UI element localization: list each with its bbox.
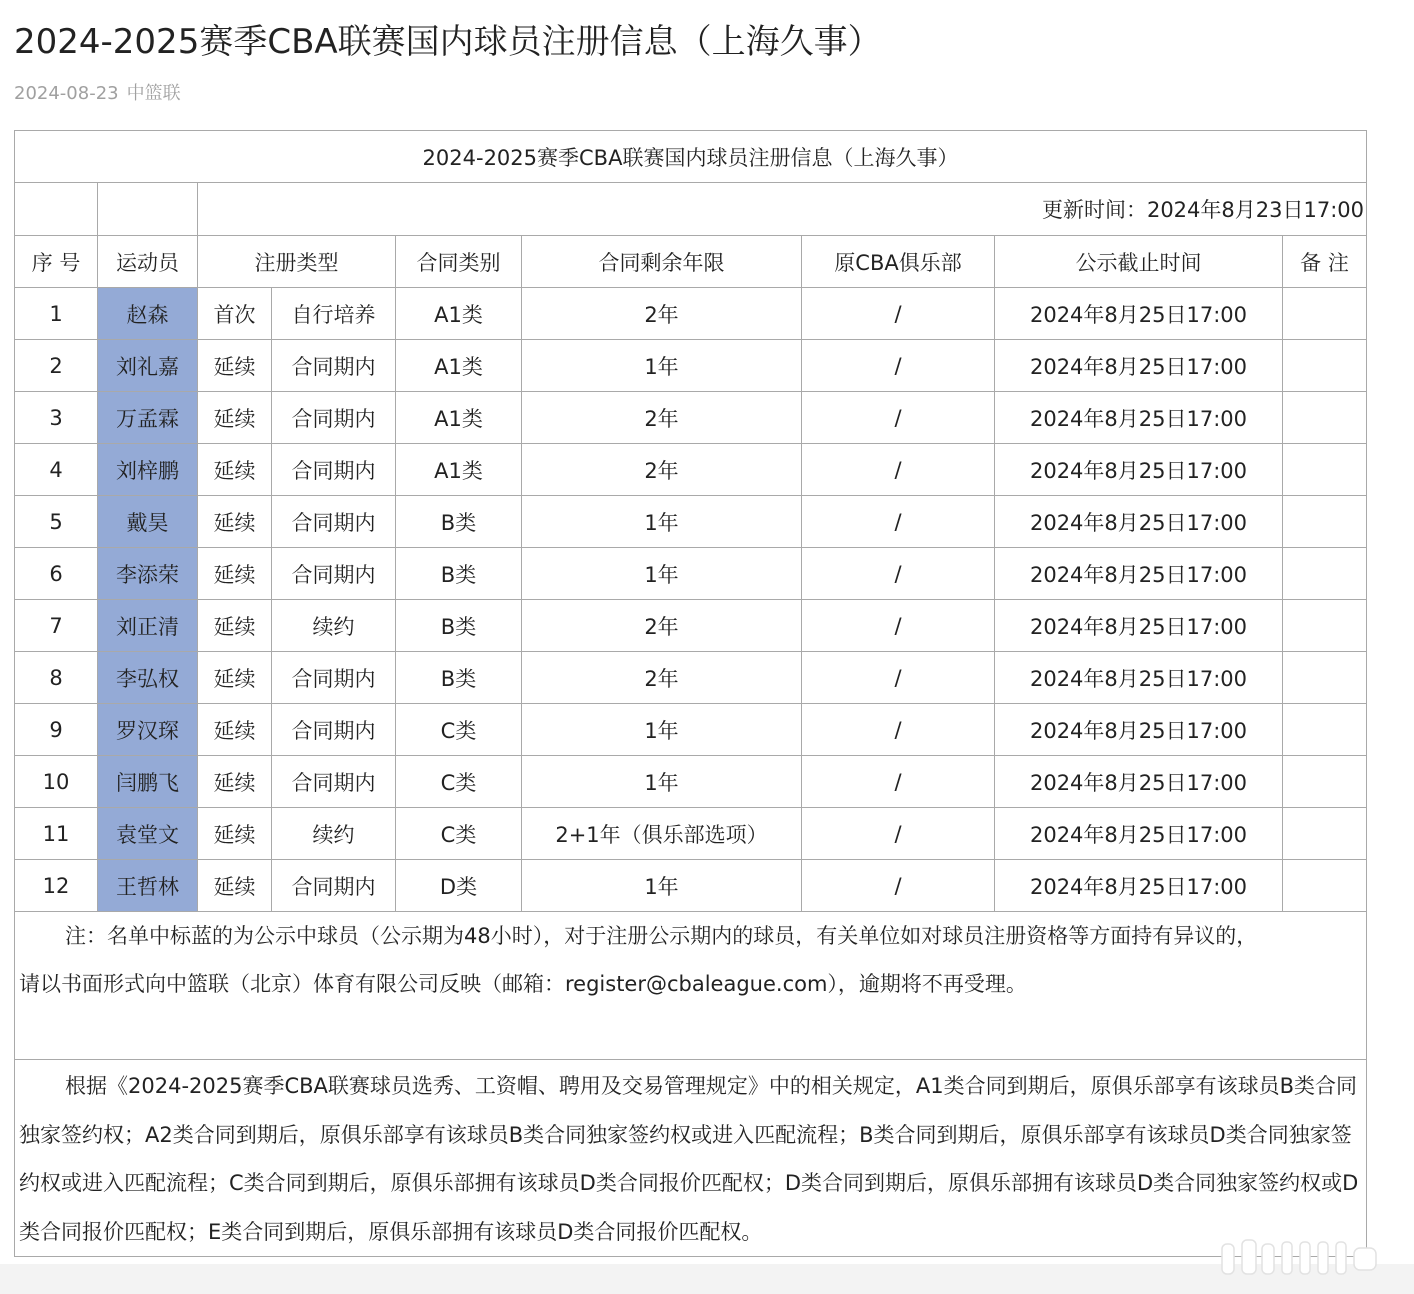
cell-contract-type: B类 — [396, 548, 522, 600]
cell-player: 王哲林 — [98, 860, 198, 912]
cell-deadline: 2024年8月25日17:00 — [995, 548, 1283, 600]
update-row — [15, 183, 1367, 236]
cell-deadline: 2024年8月25日17:00 — [995, 756, 1283, 808]
header-years-left: 合同剩余年限 — [522, 236, 802, 288]
cell-deadline: 2024年8月25日17:00 — [995, 600, 1283, 652]
cell-former-club: / — [802, 652, 995, 704]
cell-contract-type: B类 — [396, 600, 522, 652]
table-row — [15, 652, 1367, 704]
cell-remark — [1283, 860, 1367, 912]
cell-player: 罗汉琛 — [98, 704, 198, 756]
cell-reg-type: 延续 — [198, 600, 272, 652]
cell-index: 5 — [15, 496, 98, 548]
table-row — [15, 600, 1367, 652]
cell-reg-type: 首次 — [198, 288, 272, 340]
cell-reg-subtype: 续约 — [272, 808, 396, 860]
cell-contract-type: B类 — [396, 652, 522, 704]
table-row — [15, 808, 1367, 860]
cell-remark — [1283, 340, 1367, 392]
cell-reg-subtype: 合同期内 — [272, 444, 396, 496]
cell-index: 8 — [15, 652, 98, 704]
header-former-club: 原CBA俱乐部 — [802, 236, 995, 288]
cell-deadline: 2024年8月25日17:00 — [995, 704, 1283, 756]
cell-index: 6 — [15, 548, 98, 600]
empty-cell — [98, 183, 198, 236]
cell-reg-subtype: 合同期内 — [272, 704, 396, 756]
cell-contract-type: C类 — [396, 808, 522, 860]
cell-reg-subtype: 自行培养 — [272, 288, 396, 340]
cell-former-club: / — [802, 548, 995, 600]
header-index: 序 号 — [15, 236, 98, 288]
cell-remark — [1283, 756, 1367, 808]
cell-remark — [1283, 548, 1367, 600]
cell-index: 4 — [15, 444, 98, 496]
header-contract-type: 合同类别 — [396, 236, 522, 288]
table-row — [15, 860, 1367, 912]
cell-years-left: 2+1年（俱乐部选项） — [522, 808, 802, 860]
table-title-row — [15, 131, 1367, 183]
cell-reg-type: 延续 — [198, 392, 272, 444]
cell-index: 2 — [15, 340, 98, 392]
cell-contract-type: C类 — [396, 756, 522, 808]
cell-reg-type: 延续 — [198, 444, 272, 496]
header-deadline: 公示截止时间 — [995, 236, 1283, 288]
cell-former-club: / — [802, 704, 995, 756]
publish-date: 2024-08-23 — [14, 83, 119, 104]
cell-index: 11 — [15, 808, 98, 860]
header-reg-type: 注册类型 — [198, 236, 396, 288]
cell-years-left: 2年 — [522, 392, 802, 444]
cell-years-left: 2年 — [522, 600, 802, 652]
cell-years-left: 2年 — [522, 288, 802, 340]
cell-former-club: / — [802, 444, 995, 496]
cell-reg-subtype: 合同期内 — [272, 652, 396, 704]
cell-reg-type: 延续 — [198, 548, 272, 600]
cell-reg-subtype: 续约 — [272, 600, 396, 652]
cell-years-left: 1年 — [522, 548, 802, 600]
cell-reg-type: 延续 — [198, 808, 272, 860]
page-title: 2024-2025赛季CBA联赛国内球员注册信息（上海久事） — [14, 22, 882, 62]
note-line-2: 请以书面形式向中篮联（北京）体育有限公司反映（邮箱：register@cbaleague.com），逾期将不再受理。 — [19, 972, 1027, 996]
table-row — [15, 756, 1367, 808]
cell-contract-type: C类 — [396, 704, 522, 756]
cell-reg-subtype: 合同期内 — [272, 340, 396, 392]
cell-player: 赵森 — [98, 288, 198, 340]
cell-player: 李添荣 — [98, 548, 198, 600]
cell-contract-type: A1类 — [396, 444, 522, 496]
cell-former-club: / — [802, 288, 995, 340]
cell-years-left: 1年 — [522, 340, 802, 392]
cell-player: 李弘权 — [98, 652, 198, 704]
table-row — [15, 288, 1367, 340]
cell-deadline: 2024年8月25日17:00 — [995, 808, 1283, 860]
cell-reg-subtype: 合同期内 — [272, 548, 396, 600]
cell-deadline: 2024年8月25日17:00 — [995, 652, 1283, 704]
cell-contract-type: A1类 — [396, 340, 522, 392]
cell-deadline: 2024年8月25日17:00 — [995, 860, 1283, 912]
cell-index: 1 — [15, 288, 98, 340]
cell-years-left: 1年 — [522, 860, 802, 912]
rules-text: 根据《2024-2025赛季CBA联赛球员选秀、工资帽、聘用及交易管理规定》中的相关规定，A1类合同到期后，原俱乐部享有该球员B类合同独家签约权；A2类合同到期后，原俱乐部享有该球员B类合同独家签约权或进入匹配流程；B类合同到期后，原俱乐部享有该球员D类合同独家签约权或进入匹配流程；C类合同到期后，原俱乐部拥有该球员D类合同报价匹配权；D类合同到期后，原俱乐部拥有该球员D类合同独家签约权或D类合同报价匹配权；E类合同到期后，原俱乐部拥有该球员D类合同报价匹配权。 — [19, 1074, 1359, 1244]
cell-reg-type: 延续 — [198, 704, 272, 756]
rules-row — [15, 1060, 1367, 1257]
cell-deadline: 2024年8月25日17:00 — [995, 496, 1283, 548]
empty-cell — [15, 183, 98, 236]
table-row — [15, 496, 1367, 548]
cell-remark — [1283, 652, 1367, 704]
cell-reg-subtype: 合同期内 — [272, 860, 396, 912]
cell-years-left: 1年 — [522, 704, 802, 756]
cell-player: 刘梓鹏 — [98, 444, 198, 496]
table-title: 2024-2025赛季CBA联赛国内球员注册信息（上海久事） — [15, 131, 1367, 183]
cell-index: 7 — [15, 600, 98, 652]
header-remark: 备 注 — [1283, 236, 1367, 288]
cell-contract-type: B类 — [396, 496, 522, 548]
cell-years-left: 1年 — [522, 496, 802, 548]
cell-player: 刘礼嘉 — [98, 340, 198, 392]
cell-remark — [1283, 808, 1367, 860]
cell-reg-subtype: 合同期内 — [272, 392, 396, 444]
cell-remark — [1283, 444, 1367, 496]
cell-reg-subtype: 合同期内 — [272, 496, 396, 548]
note-row — [15, 912, 1367, 1060]
cell-former-club: / — [802, 756, 995, 808]
watermark-icon — [1198, 1238, 1398, 1280]
cell-player: 闫鹏飞 — [98, 756, 198, 808]
cell-reg-type: 延续 — [198, 652, 272, 704]
cell-contract-type: A1类 — [396, 392, 522, 444]
cell-former-club: / — [802, 808, 995, 860]
source-link[interactable]: 中篮联 — [126, 83, 181, 104]
cell-former-club: / — [802, 496, 995, 548]
cell-index: 9 — [15, 704, 98, 756]
table-row — [15, 392, 1367, 444]
cell-deadline: 2024年8月25日17:00 — [995, 288, 1283, 340]
cell-remark — [1283, 600, 1367, 652]
cell-index: 12 — [15, 860, 98, 912]
header-player: 运动员 — [98, 236, 198, 288]
cell-player: 刘正清 — [98, 600, 198, 652]
cell-remark — [1283, 704, 1367, 756]
cell-player: 袁堂文 — [98, 808, 198, 860]
cell-deadline: 2024年8月25日17:00 — [995, 392, 1283, 444]
table-row — [15, 704, 1367, 756]
table-row — [15, 340, 1367, 392]
cell-contract-type: A1类 — [396, 288, 522, 340]
cell-player: 万孟霖 — [98, 392, 198, 444]
cell-deadline: 2024年8月25日17:00 — [995, 340, 1283, 392]
registration-table — [14, 130, 1367, 1257]
cell-former-club: / — [802, 860, 995, 912]
cell-former-club: / — [802, 392, 995, 444]
cell-years-left: 2年 — [522, 652, 802, 704]
cell-player: 戴昊 — [98, 496, 198, 548]
table-row — [15, 444, 1367, 496]
article-meta — [14, 79, 181, 105]
note-line-1: 注：名单中标蓝的为公示中球员（公示期为48小时），对于注册公示期内的球员，有关单位如对球员注册资格等方面持有异议的， — [65, 924, 1258, 948]
cell-reg-subtype: 合同期内 — [272, 756, 396, 808]
cell-remark — [1283, 392, 1367, 444]
update-time: 更新时间：2024年8月23日17:00 — [198, 183, 1367, 236]
cell-reg-type: 延续 — [198, 756, 272, 808]
table-row — [15, 548, 1367, 600]
cell-years-left: 2年 — [522, 444, 802, 496]
cell-deadline: 2024年8月25日17:00 — [995, 444, 1283, 496]
cell-reg-type: 延续 — [198, 340, 272, 392]
header-row — [15, 236, 1367, 288]
cell-remark — [1283, 288, 1367, 340]
rules-cell — [15, 1060, 1367, 1257]
note-cell — [15, 912, 1367, 1060]
cell-remark — [1283, 496, 1367, 548]
cell-contract-type: D类 — [396, 860, 522, 912]
cell-index: 10 — [15, 756, 98, 808]
cell-reg-type: 延续 — [198, 496, 272, 548]
cell-index: 3 — [15, 392, 98, 444]
cell-former-club: / — [802, 600, 995, 652]
cell-former-club: / — [802, 340, 995, 392]
cell-years-left: 1年 — [522, 756, 802, 808]
cell-reg-type: 延续 — [198, 860, 272, 912]
